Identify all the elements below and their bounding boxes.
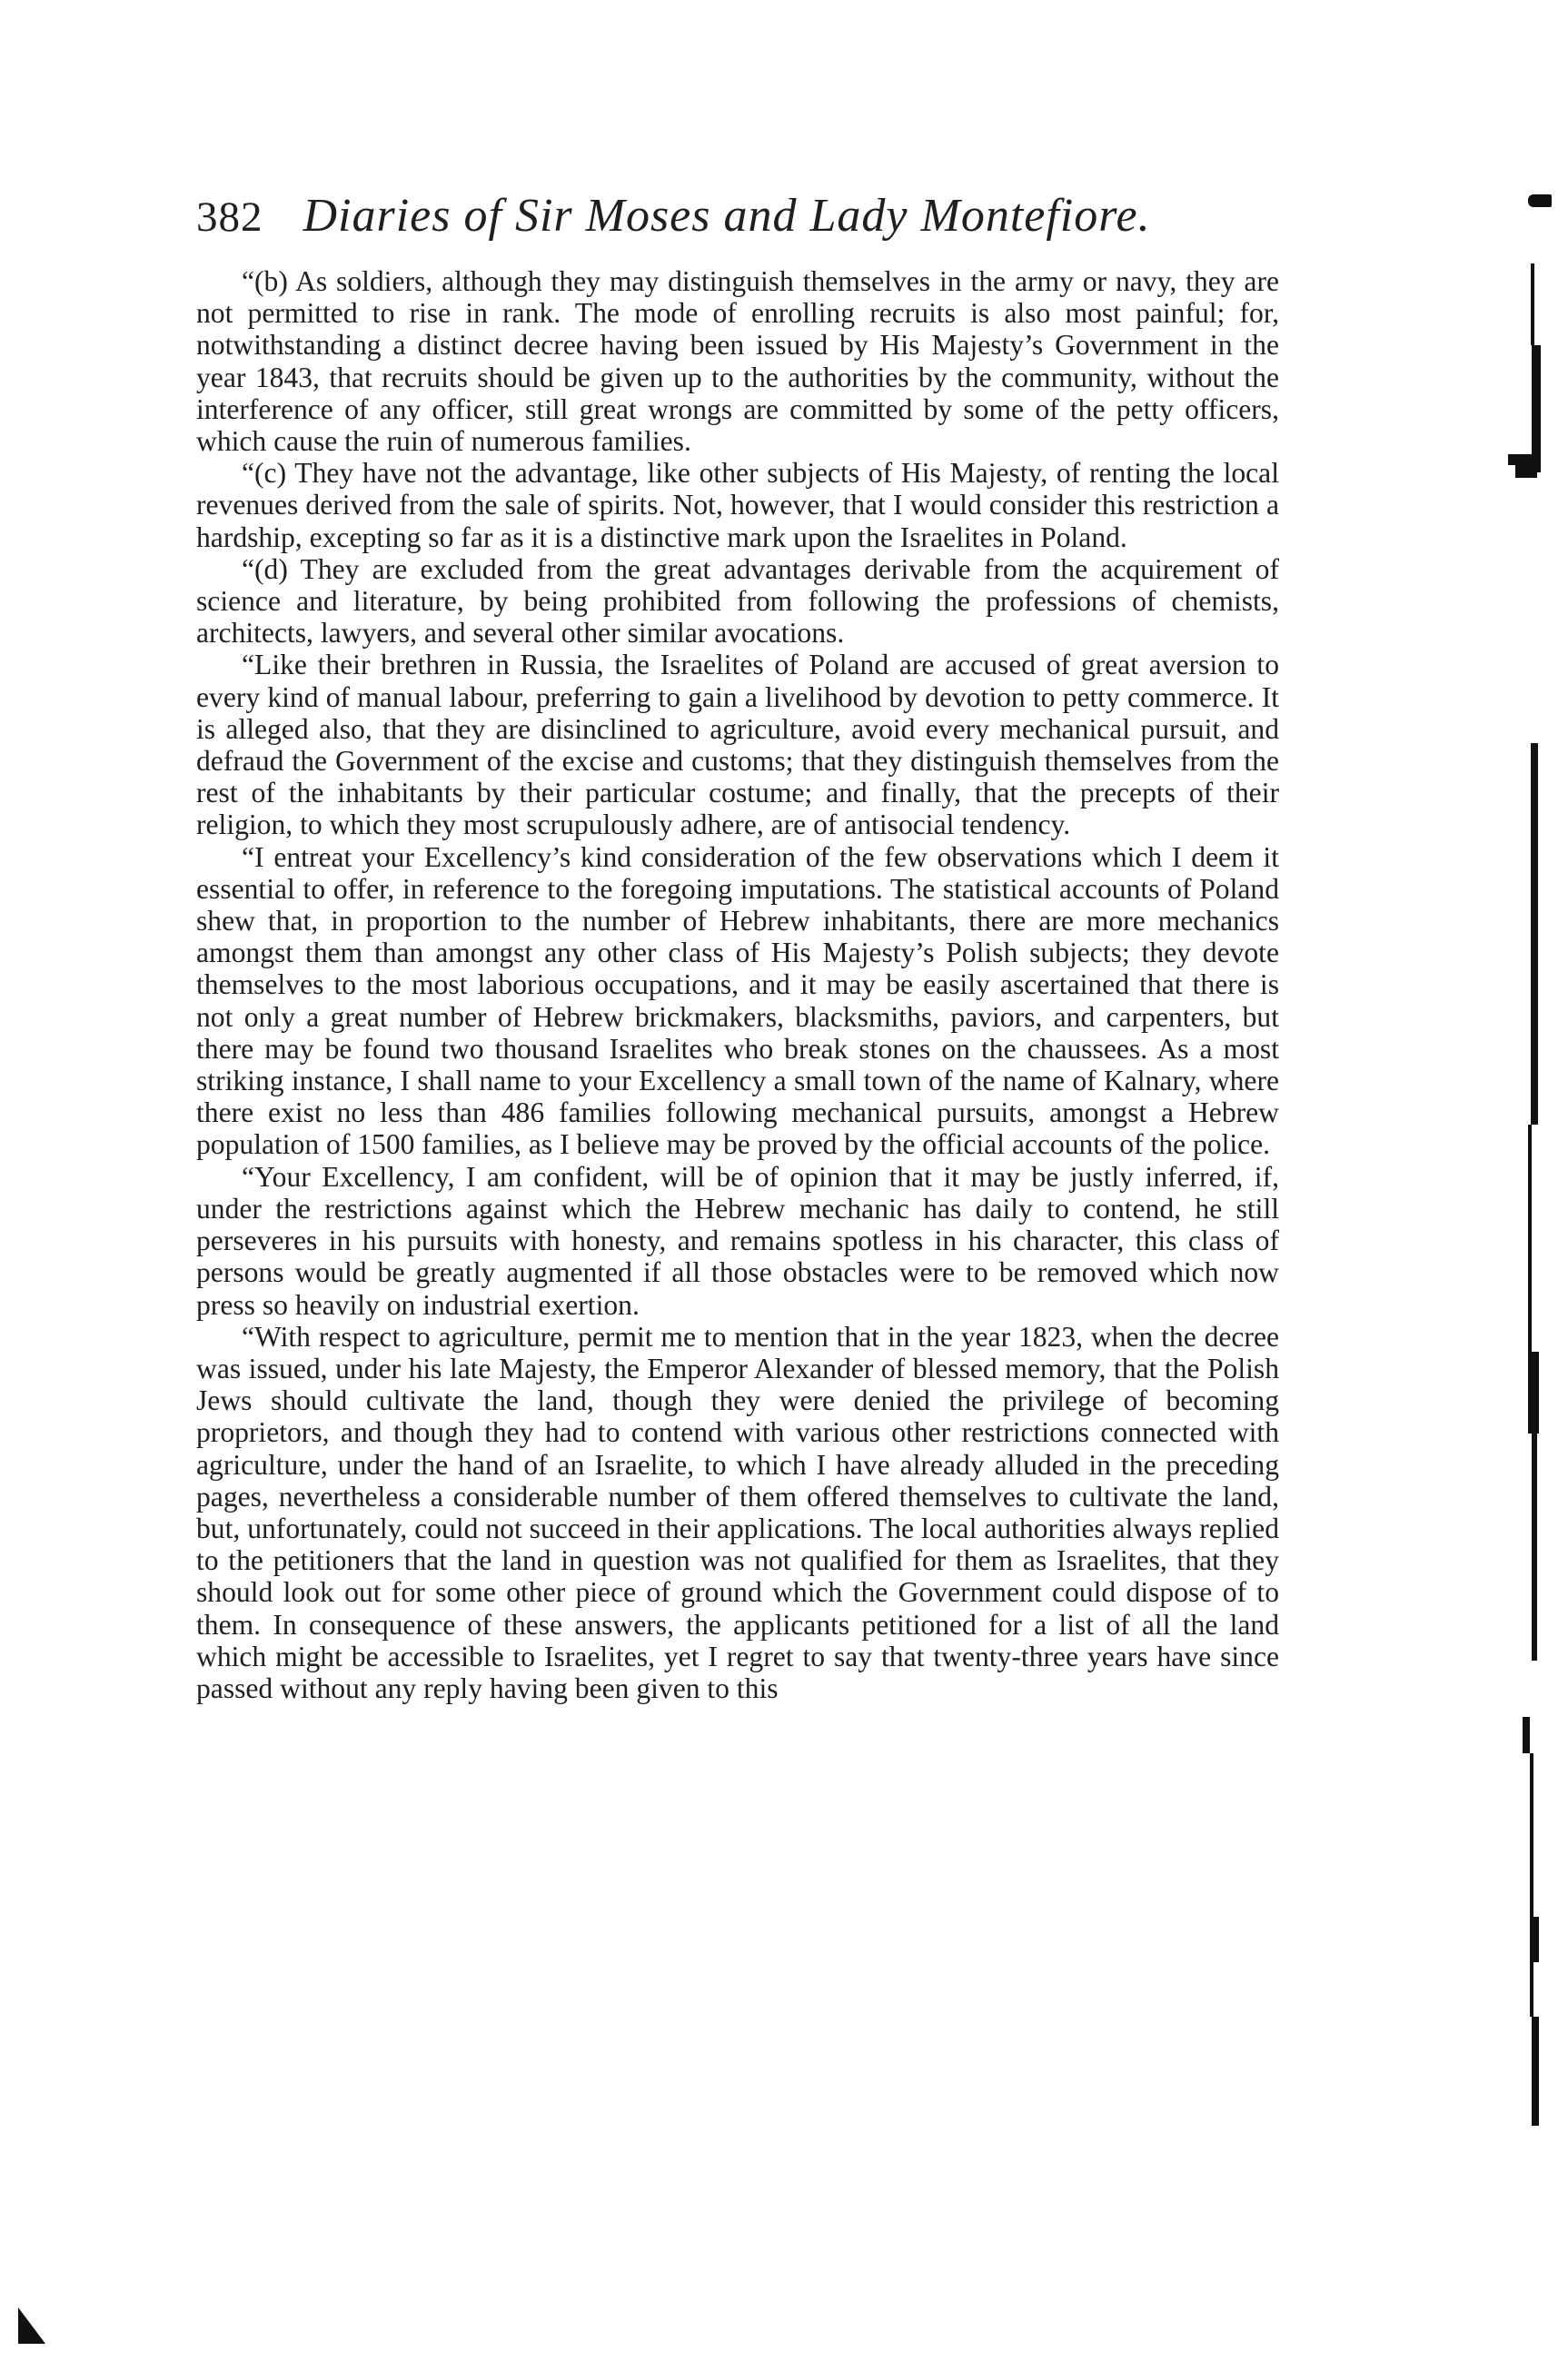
scan-edge-mark (1508, 454, 1539, 465)
running-title: Diaries of Sir Moses and Lady Montefiore. (303, 190, 1151, 242)
text-body (196, 265, 1279, 1704)
paragraph-mechanics: “I entreat your Excellency’s kind consideration of the few observations which I deem it essential to offer, in reference to the foregoing imputations. The statistical accounts of Poland shew that, in proportion to the number of Hebrew inhabitants, there are more mechanics amongst them than amongst any other class of His Majesty’s Polish subjects; they devote themselves to the most laborious occupations, and it may be easily ascertained that there is not only a great number of Hebrew brickmakers, blacksmiths, paviors, and carpenters, but there may be found two thousand Israelites who break stones on the chaussees. As a most striking instance, I shall name to your Excellency a small town of the name of Kalnary, where there exist no less than 486 families following mechanical pursuits, amongst a Hebrew population of 1500 families, as I believe may be proved by the official accounts of the police. (196, 840, 1279, 1161)
page-header (196, 189, 1286, 262)
scan-edge-mark (1531, 743, 1538, 1125)
scan-edge-mark (1530, 1917, 1539, 1962)
scan-corner-mark (18, 2307, 45, 2344)
scan-edge-mark (1515, 465, 1537, 478)
scan-edge-mark (1528, 1352, 1539, 1434)
paragraph-confidence: “Your Excellency, I am confident, will be of opinion that it may be justly inferred, if, under the restrictions against which the Hebrew mechanic has daily to contend, he still perseveres in his pursuits with honesty, and remains spotless in his character, this class of persons would be greatly augmented if all those obstacles were to be removed which now press so heavily on industrial exertion. (196, 1160, 1279, 1321)
scan-edge-mark (1531, 263, 1534, 345)
scan-edge-mark (1528, 1125, 1532, 1352)
paragraph-c-revenues: “(c) They have not the advantage, like other subjects of His Majesty, of renting the local revenues derived from the sale of spirits. Not, however, that I would consider this restriction a hardship, excepting so far as it is a distinctive mark upon the Israelites in Poland. (196, 457, 1279, 553)
paragraph-d-professions: “(d) They are excluded from the great advantages derivable from the acquirement of science and literature, by being prohibited from following the professions of chemists, architects, lawyers, and several other similar avocations. (196, 552, 1279, 650)
paragraph-accusations: “Like their brethren in Russia, the Israelites of Poland are accused of great aversion to every kind of manual labour, preferring to gain a livelihood by devotion to petty commerce. It is alleged also, that they are disinclined to agriculture, avoid every mechanical pursuit, and defraud the Government of the excise and customs; that they distinguish themselves from the rest of the inhabitants by their particular costume; and finally, that the precepts of their religion, to which they most scrupulously adhere, are of antisocial tendency. (196, 649, 1279, 841)
scan-edge-mark (1532, 1434, 1537, 1661)
scan-edge-mark (1523, 1717, 1530, 1753)
paragraph-agriculture: “With respect to agriculture, permit me to mention that in the year 1823, when the decree was issued, under his late Majesty, the Emperor Alexander of blessed memory, that the Polish Jews should cultivate the land, though they were denied the privilege of becoming proprietors, and though they had to contend with various other restrictions connected with agriculture, under the hand of an Israelite, to which I have already alluded in the preceding pages, nevertheless a considerable number of them offered themselves to cultivate the land, but, unfortunately, could not succeed in their applications. The local authorities always replied to the petitioners that the land in question was not qualified for them as Israelites, that they should look out for some other piece of ground which the Government could dispose of to them. In consequence of these answers, the applicants petitioned for a list of all the land which might be accessible to Israelites, yet I regret to say that twenty-three years have since passed without any reply having been given to this (196, 1320, 1279, 1704)
page-edge-ink-mark (1528, 194, 1552, 207)
scan-edge-mark (1532, 345, 1541, 472)
scan-edge-mark (1532, 2017, 1539, 2126)
page-number: 382 (196, 193, 263, 241)
scan-edge-mark (1530, 1753, 1533, 2017)
paragraph-b-soldiers: “(b) As soldiers, although they may distinguish themselves in the army or navy, they are not permitted to rise in rank. The mode of enrolling recruits is also most painful; for, notwithstanding a distinct decree having been issued by His Majesty’s Government in the year 1843, that recruits should be given up to the authorities by the community, without the interference of any officer, still great wrongs are committed by some of the petty officers, which cause the ruin of numerous families. (196, 265, 1279, 458)
